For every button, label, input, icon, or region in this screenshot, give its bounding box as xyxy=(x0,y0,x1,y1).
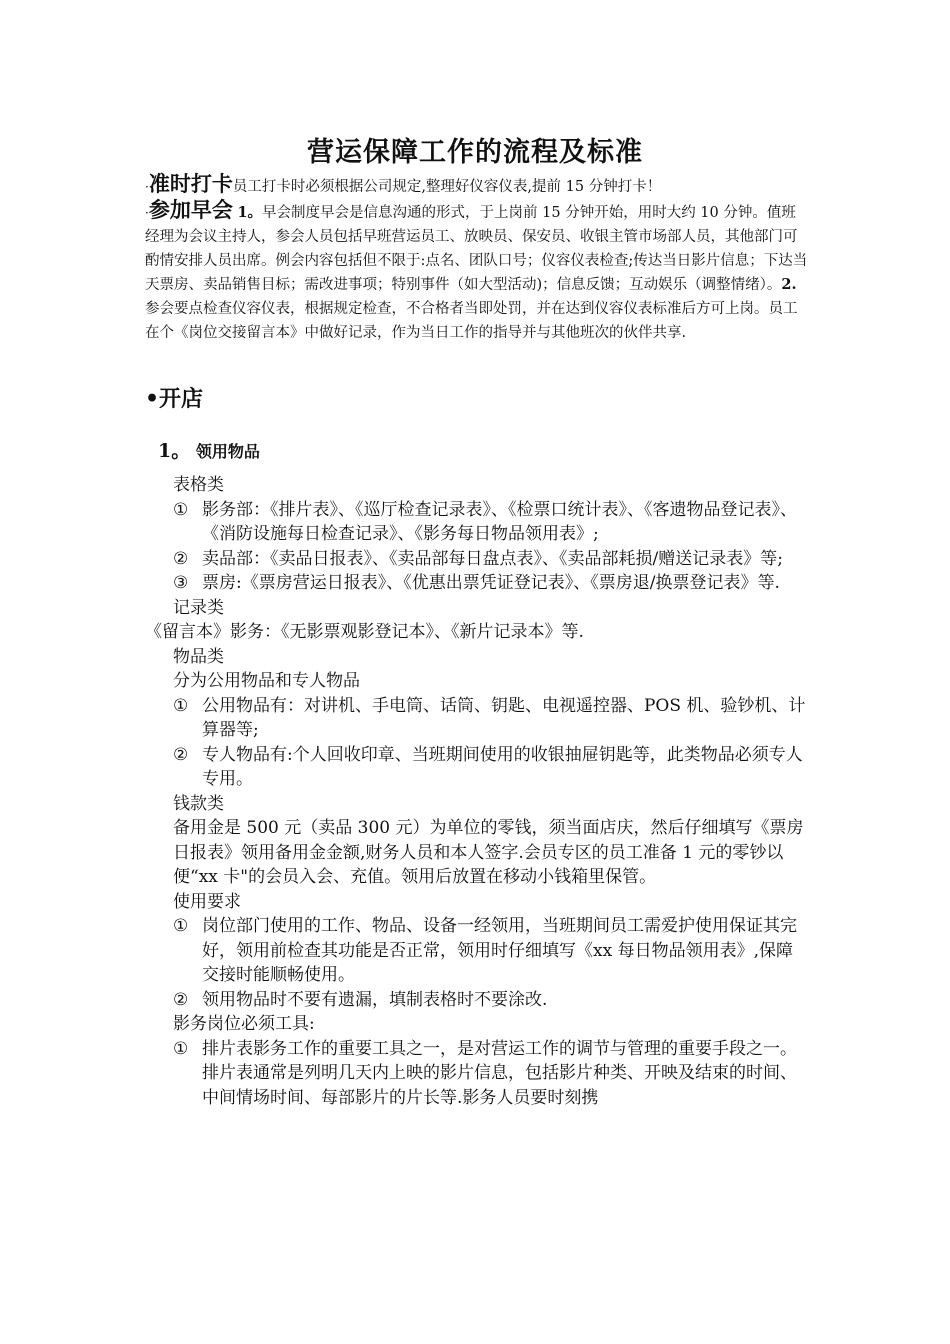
list-marker: ① xyxy=(173,695,189,716)
goods-intro: 分为公用物品和专人物品 xyxy=(173,671,360,691)
section-heading-open-store: •开店 xyxy=(145,386,204,412)
collect-items-body xyxy=(145,473,809,1110)
list-marker: ② xyxy=(173,548,189,569)
meeting-point-1-number: 1。 xyxy=(237,204,263,221)
list-item xyxy=(173,547,809,572)
cash-text: 备用金是 500 元（卖品 300 元）为单位的零钱，须当面店庆，然后仔细填写《票房日报表》领用备用金金额,财务人员和本人签字.会员专区的员工准备 1 元的零钞以便“xx 卡"的会员入会、充值。领用后放置在移动小钱箱里保管。 xyxy=(173,818,804,887)
records-text: 《留言本》影务：《无影票观影登记本》、《新片记录本》等. xyxy=(145,622,584,642)
morning-meeting-paragraph xyxy=(145,198,809,345)
list-item xyxy=(173,694,809,743)
list-item xyxy=(173,571,809,596)
subsection-label: 领用物品 xyxy=(195,442,260,461)
list-marker: ③ xyxy=(173,573,189,593)
list-item xyxy=(173,988,809,1013)
cash-label: 钱款类 xyxy=(173,793,224,814)
list-item-text: 排片表影务工作的重要工具之一，是对营运工作的调节与管理的重要手段之一。排片表通常是列明几天内上映的影片信息，包括影片种类、开映及结束的时间、中间情场时间、每部影片的片长等.影务人员要时刻携 xyxy=(202,1038,797,1108)
bullet-dot-icon: · xyxy=(145,180,149,194)
list-item-text: 影务部：《排片表》、《巡厅检查记录表》、《检票口统计表》、《客遗物品登记表》、《消防设施每日检查记录》、《影务每日物品领用表》; xyxy=(202,499,797,544)
list-item xyxy=(173,743,809,792)
list-item-text: 卖品部：《卖品日报表》、《卖品部每日盘点表》、《卖品部耗损/赠送记录表》等; xyxy=(202,548,783,569)
list-item-text: 领用物品时不要有遗漏，填制表格时不要涂改. xyxy=(202,989,548,1010)
bullet-dot-icon: · xyxy=(145,206,149,220)
list-item-text: 专人物品有:个人回收印章、当班期间使用的收银抽屉钥匙等，此类物品必须专人专用。 xyxy=(202,744,803,789)
list-marker: ② xyxy=(173,989,189,1010)
punch-in-text: 员工打卡时必须根据公司规定,整理好仪容仪表,提前 15 分钟打卡！ xyxy=(232,179,662,195)
meeting-point-1-text: 早会制度早会是信息沟通的形式，于上岗前 15 分钟开始，用时大约 10 分钟。值班经理为会议主持人，参会人员包括早班营运员工、放映员、保安员、收银主管市场部人员，其他部门可酌情安排人员出席。例会内容包括但不限于:点名、团队口号；仪容仪表检查;传达当日影片信息；下达当天票房、卖品销售目标；需改进事项；特别事件（如大型活动)；信息反馈；互动娱乐（调整情绪）。 xyxy=(145,205,808,293)
meeting-point-2-number: 2. xyxy=(781,276,797,293)
list-item-text: 岗位部门使用的工作、物品、设备一经领用，当班期间员工需爱护使用保证其完好，领用前检查其功能是否正常，领用时仔细填写《xx 每日物品领用表》,保障交接时能顺畅使用。 xyxy=(202,916,797,985)
forms-label: 表格类 xyxy=(173,475,224,495)
goods-label: 物品类 xyxy=(173,646,224,667)
tools-label: 影务岗位必须工具: xyxy=(173,1014,315,1034)
list-item xyxy=(173,498,809,547)
subsection-heading-collect-items xyxy=(158,436,260,463)
list-marker: ① xyxy=(173,1038,189,1059)
page-title: 营运保障工作的流程及标准 xyxy=(307,137,643,168)
list-item-text: 票房:《票房营运日报表》、《优惠出票凭证登记表》、《票房退/换票登记表》等. xyxy=(202,573,780,593)
list-marker: ① xyxy=(173,916,189,936)
subsection-number: 1。 xyxy=(158,440,191,462)
list-marker: ② xyxy=(173,744,189,765)
list-item xyxy=(173,914,809,988)
punch-in-paragraph xyxy=(145,172,809,199)
list-marker: ① xyxy=(173,499,189,520)
meeting-point-2-text: 参会要点检查仪容仪表，根据规定检查，不合格者当即处罚，并在达到仪容仪表标准后方可上岗。员工在个《岗位交接留言本》中做好记录，作为当日工作的指导并与其他班次的伙伴共享. xyxy=(145,301,798,341)
list-item-text: 公用物品有：对讲机、手电筒、话筒、钥匙、电视遥控器、POS 机、验钞机、计算器等; xyxy=(202,695,806,740)
list-item xyxy=(173,1037,809,1111)
use-requirements-label: 使用要求 xyxy=(173,891,241,912)
punch-in-heading: 准时打卡 xyxy=(148,171,233,196)
records-label: 记录类 xyxy=(173,597,224,618)
morning-meeting-heading: 参加早会 xyxy=(148,197,233,222)
